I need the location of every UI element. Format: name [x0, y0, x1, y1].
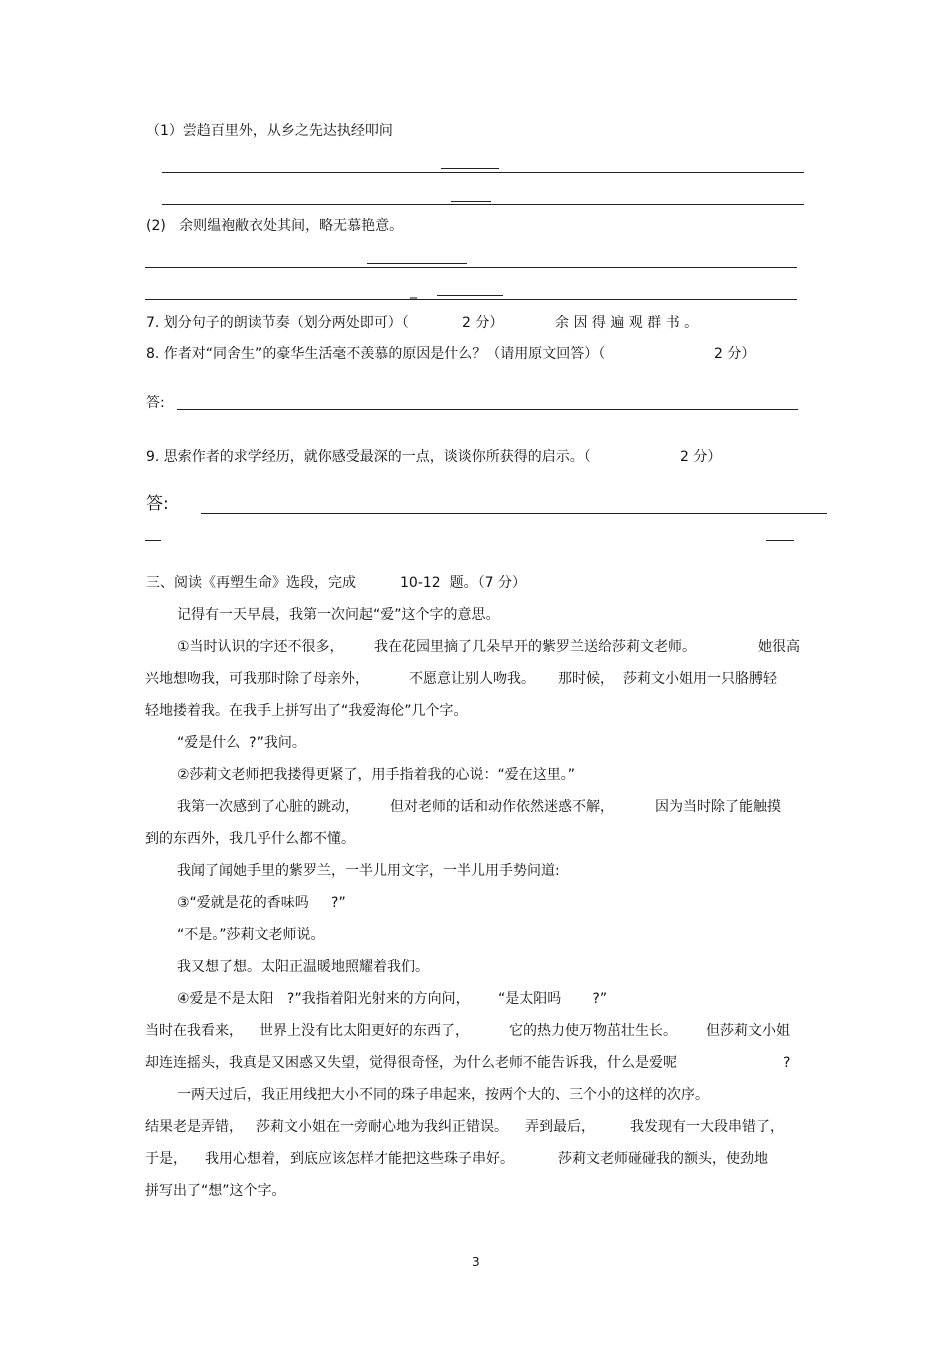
- passage-line: 莎莉文小姐用一只胳膊轻: [623, 671, 777, 687]
- q6-item-2: (2) 余则缊袍敝衣处其间，略无慕艳意。: [146, 218, 404, 234]
- passage-line: 我用心想着，: [205, 1151, 289, 1167]
- passage-line: ①当时认识的字还不很多，: [177, 639, 344, 655]
- q9-score: 2 分）: [680, 449, 722, 465]
- passage-line: 我发现有一大段串错了，: [630, 1119, 784, 1135]
- passage-line: “爱是什么 ?”我问。: [177, 735, 306, 751]
- passage-line: 于是，: [145, 1151, 187, 1167]
- dash-mark: _: [410, 283, 417, 299]
- passage-line: ②莎莉文老师把我搂得更紧了，用手指着我的心说：“爱在这里。”: [177, 767, 576, 783]
- passage-line: 到的东西外，我几乎什么都不懂。: [145, 831, 355, 847]
- q8-text: 8. 作者对“同舍生”的豪华生活毫不羡慕的原因是什么？（请用原文回答）（: [146, 346, 606, 362]
- section-3-heading-range: 10-12 题。（7 分）: [400, 575, 526, 591]
- q7-text: 7. 划分句子的朗读节奏（划分两处即可）（: [146, 315, 409, 331]
- passage-line: 它的热力使万物茁壮生长。: [509, 1023, 677, 1039]
- passage-line: 我又想了想。太阳正温暖地照耀着我们。: [177, 959, 429, 975]
- answer-line-short: [451, 201, 491, 202]
- answer-line-short: [367, 263, 467, 264]
- passage-line: ?: [783, 1055, 791, 1071]
- passage-line: 我闻了闻她手里的紫罗兰，一半儿用文字，一半儿用手势问道:: [177, 863, 560, 879]
- q8-answer-label: 答:: [146, 395, 165, 411]
- passage-line: 她很高: [758, 639, 800, 655]
- passage-line: 我在花园里摘了几朵早开的紫罗兰送给莎莉文老师。: [374, 639, 696, 655]
- passage-line: 但莎莉文小姐: [706, 1023, 790, 1039]
- passage-line: 兴地想吻我，可我那时除了母亲外，: [145, 671, 369, 687]
- passage-line: 那时候，: [558, 671, 614, 687]
- passage-line: 拼写出了“想”这个字。: [145, 1183, 286, 1199]
- q9-answer-label: 答:: [146, 494, 169, 514]
- answer-line: [162, 172, 804, 173]
- page-number: 3: [472, 1255, 480, 1269]
- passage-line: “是太阳吗 ?”: [498, 991, 608, 1007]
- q9-answer-line-start: [145, 540, 161, 541]
- passage-line: 轻地搂着我。在我手上拼写出了“我爱海伦”几个字。: [145, 703, 468, 719]
- section-3-heading: 三、阅读《再塑生命》选段，完成: [146, 575, 356, 591]
- q8-score: 2 分）: [714, 346, 756, 362]
- passage-line: 不愿意让别人吻我。: [409, 671, 535, 687]
- passage-line: ④爱是不是太阳 ?”我指着阳光射来的方向问，: [177, 991, 470, 1007]
- q9-answer-line: [201, 513, 827, 514]
- q6-item-1: （1）尝趋百里外，从乡之先达执经叩问: [146, 123, 393, 139]
- q8-answer-line: [177, 409, 798, 410]
- passage-line: 莎莉文老师碰碰我的额头，使劲地: [558, 1151, 768, 1167]
- passage-line: 莎莉文小姐在一旁耐心地为我纠正错误。: [256, 1119, 508, 1135]
- q9-answer-line-end: [766, 540, 794, 541]
- answer-line-short: [437, 295, 503, 296]
- q7-sentence: 余 因 得 遍 观 群 书 。: [555, 315, 699, 331]
- passage-line: 却连连摇头，我真是又困惑又失望，觉得很奇怪，为什么老师不能告诉我，什么是爱呢: [145, 1055, 677, 1071]
- passage-line: 记得有一天早晨，我第一次问起“爱”这个字的意思。: [177, 607, 500, 623]
- passage-line: 因为当时除了能触摸: [655, 799, 781, 815]
- answer-line: [145, 267, 797, 268]
- answer-line-short: [441, 168, 499, 169]
- passage-line: ③“爱就是花的香味吗 ?”: [177, 895, 346, 911]
- passage-line: 世界上没有比太阳更好的东西了，: [259, 1023, 469, 1039]
- q9-text: 9. 思索作者的求学经历，就你感受最深的一点，谈谈你所获得的启示。（: [146, 449, 591, 465]
- passage-line: 结果老是弄错，: [145, 1119, 243, 1135]
- q7-score: 2 分）: [462, 315, 504, 331]
- passage-line: 我第一次感到了心脏的跳动，: [177, 799, 359, 815]
- passage-line: “不是。”莎莉文老师说。: [177, 927, 325, 943]
- passage-line: 但对老师的话和动作依然迷惑不解，: [390, 799, 614, 815]
- answer-line: [162, 204, 804, 205]
- passage-line: 弄到最后，: [525, 1119, 595, 1135]
- passage-line: 当时在我看来，: [145, 1023, 243, 1039]
- answer-line: [145, 299, 797, 300]
- passage-line: 一两天过后，我正用线把大小不同的珠子串起来，按两个大的、三个小的这样的次序。: [177, 1087, 709, 1103]
- passage-line: 到底应该怎样才能把这些珠子串好。: [290, 1151, 514, 1167]
